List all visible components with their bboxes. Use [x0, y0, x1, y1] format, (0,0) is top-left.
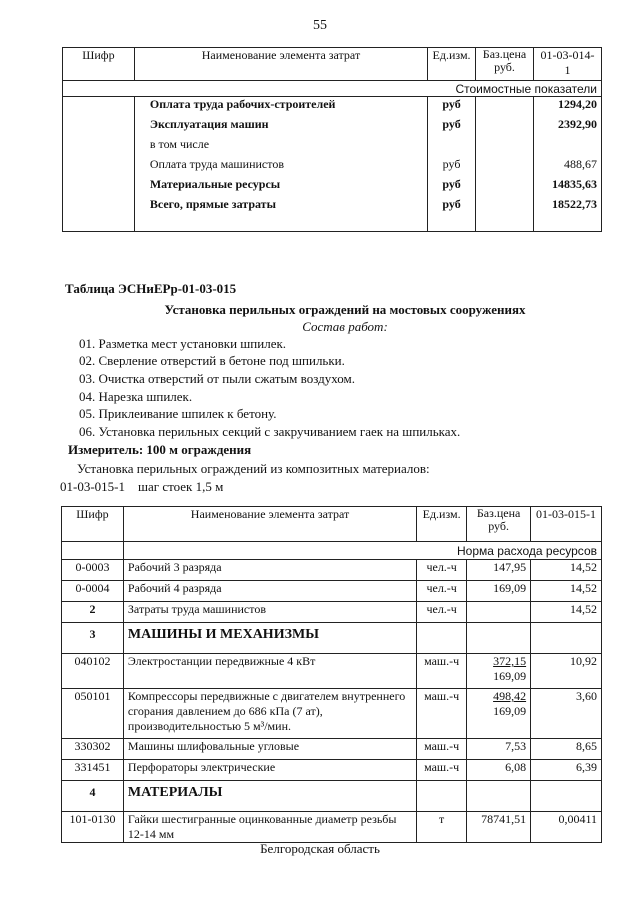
- row-norm: 0,00411: [531, 812, 602, 843]
- price-secondary: 169,09: [493, 669, 527, 683]
- description: Установка перильных ограждений из композитных материалов:: [77, 461, 430, 476]
- row-code: 040102: [62, 654, 124, 689]
- row-code-cell: [63, 97, 135, 118]
- row-price-cell: [476, 117, 534, 137]
- page-number: 55: [313, 18, 327, 33]
- row-code-cell: [63, 157, 135, 177]
- spacer-cell: [534, 217, 602, 232]
- header-code: Шифр: [62, 507, 124, 542]
- spacer-cell: [428, 217, 476, 232]
- row-name: Гайки шестигранные оцинкованные диаметр резьбы 12-14 мм: [123, 812, 416, 843]
- row-code: 2: [62, 602, 124, 623]
- subheader-row: [62, 542, 602, 560]
- row-price: 78741,51: [467, 812, 531, 843]
- table-row: [62, 781, 602, 812]
- row-name: Эксплуатация машин: [134, 117, 427, 137]
- subheader-row: [63, 81, 602, 97]
- table-row: [63, 177, 602, 197]
- row-value: 2392,90: [534, 117, 602, 137]
- row-unit: маш.-ч: [417, 654, 467, 689]
- table-row: [62, 560, 602, 581]
- spacer-cell: [476, 217, 534, 232]
- row-code: 050101: [62, 689, 124, 739]
- row-code: 0-0004: [62, 581, 124, 602]
- row-unit: [417, 623, 467, 654]
- row-unit: руб: [428, 97, 476, 118]
- spacer-cell: [134, 217, 427, 232]
- row-value: 18522,73: [534, 197, 602, 217]
- row-norm: [531, 781, 602, 812]
- row-price: [467, 602, 531, 623]
- row-name: Оплата труда рабочих-строителей: [134, 97, 427, 118]
- works-title: Состав работ:: [302, 319, 388, 334]
- row-unit: маш.-ч: [417, 760, 467, 781]
- table-row: [62, 623, 602, 654]
- row-name: в том числе: [134, 137, 427, 157]
- row-unit: [428, 137, 476, 157]
- header-id: 01-03-014-1: [534, 48, 602, 81]
- table-header-row: [62, 507, 602, 542]
- row-name: Машины шлифовальные угловые: [123, 739, 416, 760]
- price-secondary: 169,09: [493, 704, 527, 718]
- header-price: Баз.цена руб.: [467, 507, 531, 542]
- row-norm: 14,52: [531, 581, 602, 602]
- row-norm: 8,65: [531, 739, 602, 760]
- row-value: 14835,63: [534, 177, 602, 197]
- row-value: 488,67: [534, 157, 602, 177]
- work-item: 02. Сверление отверстий в бетоне под шпильки.: [79, 353, 345, 368]
- row-price-cell: [476, 197, 534, 217]
- row-name: Материальные ресурсы: [134, 177, 427, 197]
- row-code-cell: [63, 117, 135, 137]
- cost-rows: [63, 97, 602, 232]
- row-unit: т: [417, 812, 467, 843]
- work-item: 04. Нарезка шпилек.: [79, 389, 193, 404]
- header-unit: Ед.изм.: [428, 48, 476, 81]
- row-norm: [531, 623, 602, 654]
- row-unit: маш.-ч: [417, 689, 467, 739]
- table-row: [63, 117, 602, 137]
- row-unit: чел.-ч: [417, 602, 467, 623]
- table-row-spacer: [63, 217, 602, 232]
- row-name: Оплата труда машинистов: [134, 157, 427, 177]
- table-row: [62, 581, 602, 602]
- row-code: 3: [62, 623, 124, 654]
- meter: Измеритель: 100 м ограждения: [68, 442, 252, 457]
- row-unit: руб: [428, 197, 476, 217]
- table-row: [63, 157, 602, 177]
- row-norm: 14,52: [531, 602, 602, 623]
- row-value: 1294,20: [534, 97, 602, 118]
- row-code: 331451: [62, 760, 124, 781]
- cost-table-014-1: [62, 47, 602, 232]
- work-item: 01. Разметка мест установки шпилек.: [79, 336, 287, 351]
- row-norm: 6,39: [531, 760, 602, 781]
- row-name: Рабочий 3 разряда: [123, 560, 416, 581]
- row-name: Затраты труда машинистов: [123, 602, 416, 623]
- table-row: [63, 137, 602, 157]
- row-name: Всего, прямые затраты: [134, 197, 427, 217]
- row-code: 330302: [62, 739, 124, 760]
- row-name: Перфораторы электрические: [123, 760, 416, 781]
- row-norm: 14,52: [531, 560, 602, 581]
- subheader: Норма расхода ресурсов: [123, 542, 601, 560]
- code-line: 01-03-015-1 шаг стоек 1,5 м: [60, 479, 224, 494]
- footer-region: Белгородская область: [260, 841, 380, 856]
- row-code: 4: [62, 781, 124, 812]
- table-row: [62, 739, 602, 760]
- table-header-row: [63, 48, 602, 81]
- subheader: Стоимостные показатели: [63, 81, 602, 97]
- row-name: МАШИНЫ И МЕХАНИЗМЫ: [123, 623, 416, 654]
- row-price: [467, 654, 531, 689]
- resource-rows: [62, 560, 602, 843]
- table-row: [62, 689, 602, 739]
- header-code: Шифр: [63, 48, 135, 81]
- table-label: Таблица ЭСНиЕРр-01-03-015: [65, 281, 237, 296]
- row-unit: маш.-ч: [417, 739, 467, 760]
- section-title: Установка перильных ограждений на мостовых сооружениях: [164, 302, 526, 317]
- table-row: [62, 760, 602, 781]
- row-name: МАТЕРИАЛЫ: [123, 781, 416, 812]
- row-value: [534, 137, 602, 157]
- row-code-cell: [63, 197, 135, 217]
- row-unit: чел.-ч: [417, 560, 467, 581]
- header-unit: Ед.изм.: [417, 507, 467, 542]
- row-unit: руб: [428, 177, 476, 197]
- row-name: Рабочий 4 разряда: [123, 581, 416, 602]
- row-name: Компрессоры передвижные с двигателем внутреннего сгорания давлением до 686 кПа (7 ат), производительностью 5 м³/мин.: [123, 689, 416, 739]
- row-unit: [417, 781, 467, 812]
- work-item: 03. Очистка отверстий от пыли сжатым воздухом.: [79, 371, 355, 386]
- table-row: [62, 602, 602, 623]
- table-row: [62, 812, 602, 843]
- header-price: Баз.цена руб.: [476, 48, 534, 81]
- price-value: 372,15: [493, 654, 527, 668]
- row-unit: руб: [428, 117, 476, 137]
- row-code-cell: [63, 137, 135, 157]
- header-name: Наименование элемента затрат: [123, 507, 416, 542]
- row-price: [467, 781, 531, 812]
- table-row: [63, 197, 602, 217]
- work-item: 06. Установка перильных секций с закручиванием гаек на шпильках.: [79, 424, 461, 439]
- row-norm: 3,60: [531, 689, 602, 739]
- row-price-cell: [476, 137, 534, 157]
- row-price-cell: [476, 177, 534, 197]
- price-value: 498,42: [493, 689, 527, 703]
- row-code: 101-0130: [62, 812, 124, 843]
- row-price: 7,53: [467, 739, 531, 760]
- spacer-cell: [63, 217, 135, 232]
- row-price: 169,09: [467, 581, 531, 602]
- row-price-cell: [476, 97, 534, 118]
- row-code-cell: [63, 177, 135, 197]
- header-id: 01-03-015-1: [531, 507, 602, 542]
- row-price: 6,08: [467, 760, 531, 781]
- table-row: [63, 97, 602, 118]
- header-name: Наименование элемента затрат: [134, 48, 427, 81]
- row-price: [467, 689, 531, 739]
- row-code: 0-0003: [62, 560, 124, 581]
- row-unit: руб: [428, 157, 476, 177]
- resource-table-015-1: [61, 506, 602, 843]
- row-price: 147,95: [467, 560, 531, 581]
- row-price-cell: [476, 157, 534, 177]
- row-unit: чел.-ч: [417, 581, 467, 602]
- row-norm: 10,92: [531, 654, 602, 689]
- table-row: [62, 654, 602, 689]
- row-price: [467, 623, 531, 654]
- row-name: Электростанции передвижные 4 кВт: [123, 654, 416, 689]
- work-item: 05. Приклеивание шпилек к бетону.: [79, 406, 277, 421]
